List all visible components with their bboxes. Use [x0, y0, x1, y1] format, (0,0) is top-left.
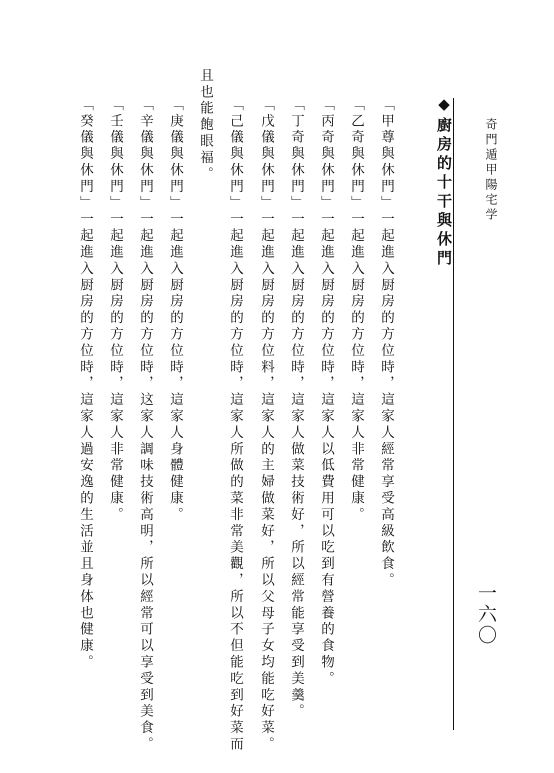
diamond-bullet-icon: ◆ — [435, 95, 453, 117]
text-column: 「壬儀與休門」一起進入厨房的方位時，這家人非常健康。 — [107, 97, 123, 524]
text-column: 「丙奇與休門」一起進入厨房的方位時，這家人以低費用可以吃到有營養的食物。 — [318, 97, 334, 688]
section-title: 廚房的十干與休門 — [435, 117, 453, 269]
section-heading — [436, 95, 451, 269]
book-title: 奇門遁甲陽宅学 — [484, 118, 498, 223]
text-column: 且也能飽眼福。 — [197, 68, 213, 183]
text-column: 「甲尊與休門」一起進入厨房的方位時，這家人經常享受高級飲食。 — [378, 97, 394, 589]
text-column: 「辛儀與休門」一起進入厨房的方位時，这家人調味技術高明，所以經常可以享受到美食。 — [137, 97, 153, 753]
text-column: 「庚儀與休門」一起進入厨房的方位時，這家人身體健康。 — [167, 97, 183, 524]
text-column: 「戊儀與休門」一起進入厨房的方位料，這家人的主婦做菜好，所以父母子女均能吃好菜。 — [258, 97, 274, 753]
text-column: 「癸儀與休門」一起進入厨房的方位時，這家人過安逸的生活並且身体也健康。 — [77, 97, 93, 671]
text-column: 「乙奇與休門」一起進入厨房的方位時，這家人非常健康。 — [348, 97, 364, 524]
page-number: 一六〇 — [475, 583, 497, 646]
header-divider-rule — [453, 98, 454, 730]
text-column: 「丁奇與休門」一起進入厨房的方位時，這家人做菜技術好，所以經常能享受到美羹。 — [288, 97, 304, 721]
text-column: 「己儀與休門」一起進入厨房的方位時，這家人所做的菜非常美觀，所以不但能吃到好菜而 — [227, 97, 243, 753]
